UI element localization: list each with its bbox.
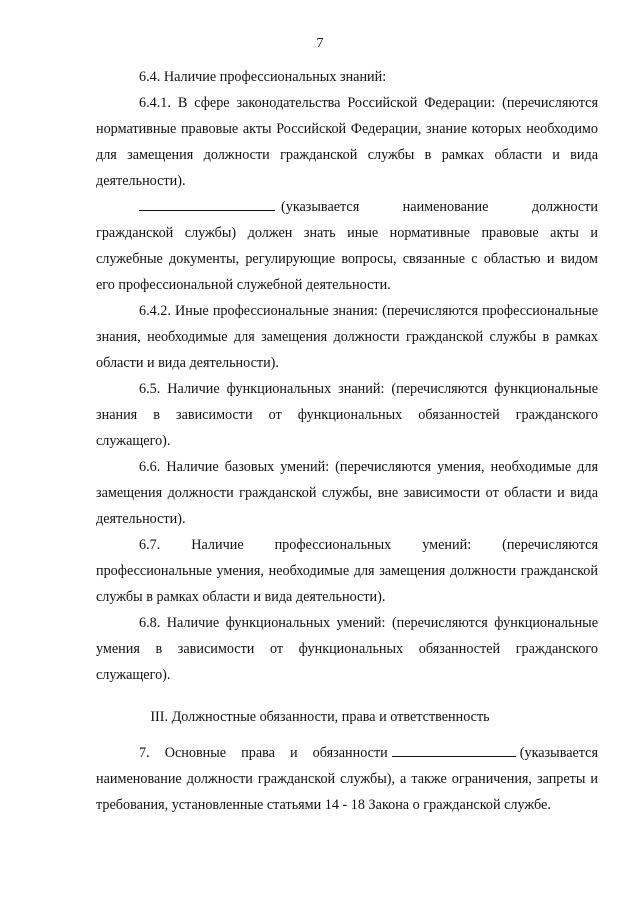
section-heading: III. Должностные обязанности, права и ответственность: [150, 709, 490, 725]
paragraph-text: (указывается наименование должности гражданской службы) должен знать иные нормативные правовые акты и служебные документы, регулирующие вопросы, связанные с областью и видом его профессиональной служебной деятельности.: [96, 199, 598, 293]
blank-line: [392, 742, 516, 757]
paragraph-6-4-2: 6.4.2. Иные профессиональные знания: (перечисляются профессиональные знания, необходимые для замещения должности гражданской службы в рамках области и вида деятельности).: [96, 303, 598, 371]
blank-line: [139, 196, 275, 211]
paragraph-6-4: 6.4. Наличие профессиональных знаний:: [139, 69, 387, 85]
paragraph-6-5: 6.5. Наличие функциональных знаний: (перечисляются функциональные знания в зависимости от функциональных обязанностей гражданского служащего).: [96, 381, 598, 449]
paragraph-text-end: (указывается наименование должности гражданской службы), а также ограничения, запреты и требования, установленные статьями 14 - 18 Закона о гражданской службе.: [96, 745, 598, 813]
paragraph-text-start: 7. Основные права и обязанности: [139, 745, 388, 761]
paragraph-6-8: 6.8. Наличие функциональных умений: (перечисляются функциональные умения в зависимости от функциональных обязанностей гражданского служащего).: [96, 615, 598, 683]
paragraph-6-7: 6.7. Наличие профессиональных умений: (перечисляются профессиональные умения, необходимые для замещения должности гражданской службы в рамках области и вида деятельности).: [96, 537, 598, 605]
page-number: 7: [316, 36, 324, 51]
paragraph-position-knowledge: [96, 194, 598, 298]
paragraph-7: [96, 740, 598, 818]
paragraph-6-4-1: 6.4.1. В сфере законодательства Российской Федерации: (перечисляются нормативные правовые акты Российской Федерации, знание которых необходимо для замещения должности гражданской службы в рамках области и вида деятельности).: [96, 95, 598, 189]
paragraph-6-6: 6.6. Наличие базовых умений: (перечисляются умения, необходимые для замещения должности гражданской службы, вне зависимости от области и вида деятельности).: [96, 459, 598, 527]
